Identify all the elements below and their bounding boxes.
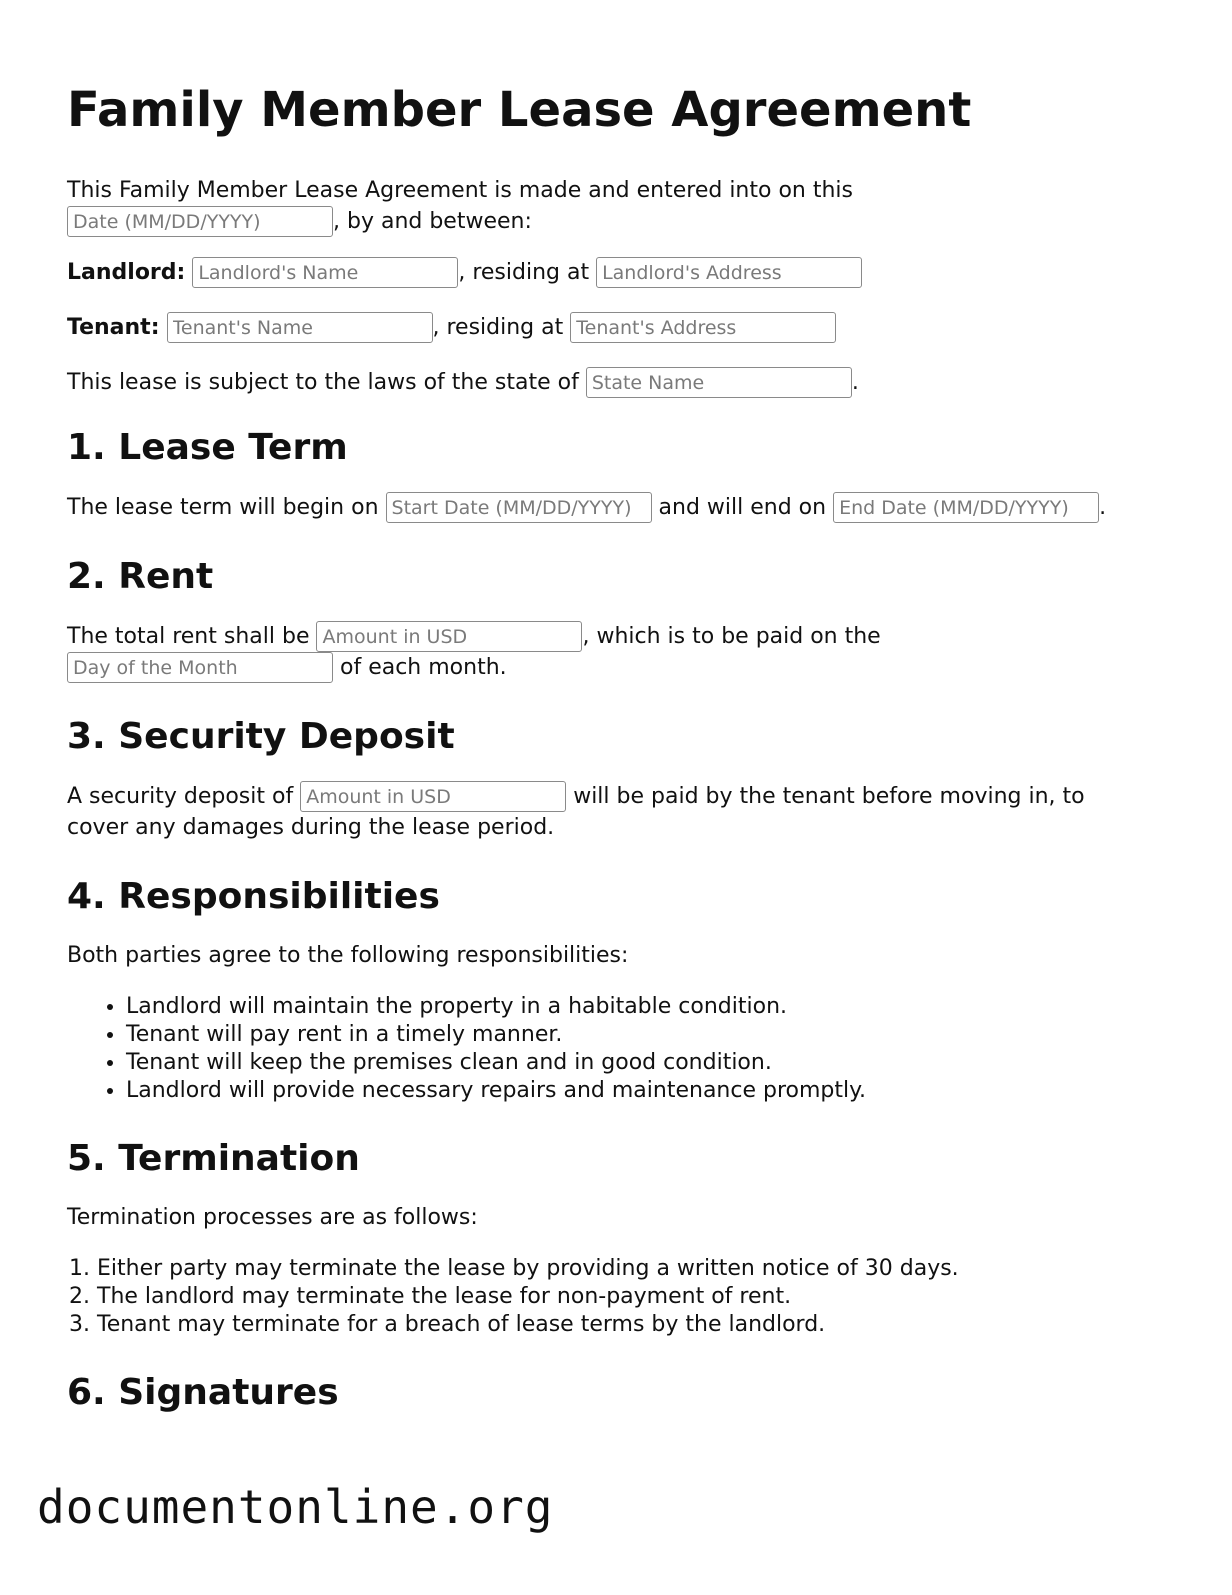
- deposit-paragraph: [67, 781, 1167, 843]
- lease-document: [67, 78, 1167, 1437]
- tenant-row: [67, 312, 1167, 343]
- end-date-input[interactable]: [833, 492, 1099, 523]
- state-name-input[interactable]: [586, 367, 852, 398]
- list-item: • Landlord will maintain the property in a habitable condition.: [126, 993, 1167, 1021]
- list-item: 1. Either party may terminate the lease by providing a written notice of 30 days.: [97, 1255, 1167, 1283]
- tenant-name-input[interactable]: [167, 312, 433, 343]
- lease-term-heading: 1. Lease Term: [67, 427, 348, 468]
- rent-paragraph: [67, 621, 1167, 683]
- agreement-date-input[interactable]: [67, 206, 333, 237]
- deposit-text-b: will be paid by the tenant before moving in, to: [573, 784, 1085, 809]
- deposit-text-c: cover any damages during the lease period.: [67, 815, 555, 840]
- tenant-address-input[interactable]: [570, 312, 836, 343]
- lease-term-text-a: The lease term will begin on: [67, 495, 379, 520]
- list-item: • Landlord will provide necessary repairs and maintenance promptly.: [126, 1077, 1167, 1105]
- responsibilities-list: [67, 993, 1167, 1105]
- watermark: documentonline.org: [37, 1480, 554, 1534]
- intro-text: This Family Member Lease Agreement is made and entered into on this: [67, 178, 853, 203]
- termination-heading: 5. Termination: [67, 1138, 360, 1179]
- landlord-label: Landlord:: [67, 260, 186, 285]
- landlord-name-input[interactable]: [192, 257, 458, 288]
- state-clause-text: This lease is subject to the laws of the state of: [67, 370, 579, 395]
- termination-list: [67, 1255, 1167, 1339]
- state-clause-suffix: .: [851, 370, 859, 395]
- landlord-row: [67, 257, 1167, 288]
- lease-term-text-b: and will end on: [658, 495, 827, 520]
- lease-term-row: [67, 492, 1167, 523]
- intro-suffix: , by and between:: [333, 208, 532, 234]
- list-item: • Tenant will pay rent in a timely manner.: [126, 1021, 1167, 1049]
- rent-text-a: The total rent shall be: [67, 624, 310, 649]
- rent-heading: 2. Rent: [67, 556, 214, 597]
- state-row: [67, 367, 1167, 398]
- list-item: 3. Tenant may terminate for a breach of lease terms by the landlord.: [97, 1311, 1167, 1339]
- intro-paragraph: [67, 176, 1167, 237]
- responsibilities-intro: Both parties agree to the following responsibilities:: [67, 943, 629, 968]
- landlord-residing-text: , residing at: [458, 260, 590, 285]
- rent-amount-input[interactable]: [316, 621, 582, 652]
- list-item: 2. The landlord may terminate the lease for non-payment of rent.: [97, 1283, 1167, 1311]
- tenant-label: Tenant:: [67, 315, 160, 340]
- lease-term-suffix: .: [1099, 495, 1107, 520]
- responsibilities-heading: 4. Responsibilities: [67, 876, 440, 917]
- rent-text-b: , which is to be paid on the: [582, 624, 881, 649]
- signatures-heading: 6. Signatures: [67, 1372, 339, 1413]
- termination-intro: Termination processes are as follows:: [67, 1205, 478, 1230]
- list-item: • Tenant will keep the premises clean and in good condition.: [126, 1049, 1167, 1077]
- rent-day-input[interactable]: [67, 652, 333, 683]
- deposit-amount-input[interactable]: [300, 781, 566, 812]
- page-title: Family Member Lease Agreement: [67, 82, 972, 138]
- deposit-text-a: A security deposit of: [67, 784, 294, 809]
- landlord-address-input[interactable]: [596, 257, 862, 288]
- start-date-input[interactable]: [386, 492, 652, 523]
- rent-text-c: of each month.: [340, 655, 507, 680]
- tenant-residing-text: , residing at: [432, 315, 564, 340]
- deposit-heading: 3. Security Deposit: [67, 716, 455, 757]
